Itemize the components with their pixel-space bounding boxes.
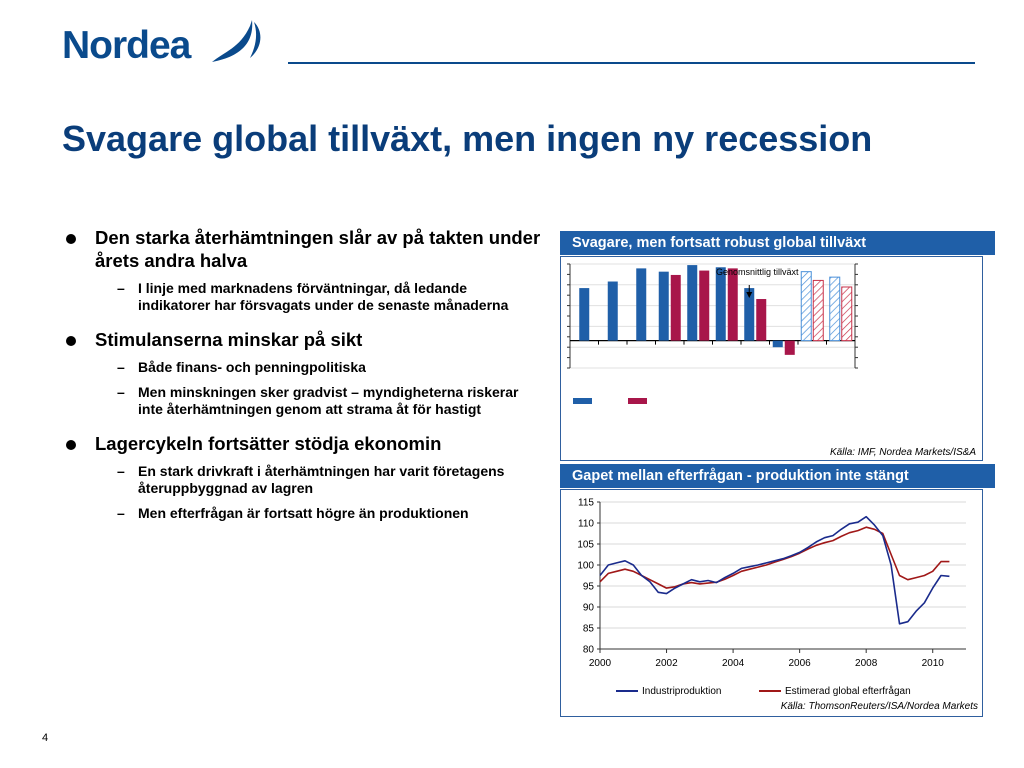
bar-chart-source: Källa: IMF, Nordea Markets/IS&A <box>830 447 976 458</box>
bullet-1 <box>62 226 542 272</box>
x-tick-label: 2010 <box>921 658 944 669</box>
bar-chart-panel <box>560 256 983 461</box>
sub-bullet-2-2 <box>62 384 542 418</box>
header-rule <box>288 62 975 64</box>
page-number: 4 <box>42 732 49 744</box>
sub-bullet-3-1 <box>62 463 542 497</box>
sub-bullet-text: Både finans- och penningpolitiska <box>138 359 366 375</box>
logo-wordmark: Nordea <box>62 24 191 67</box>
y-tick-label: 100 <box>577 560 594 572</box>
sub-bullet-text: En stark drivkraft i återhämtningen har varit företagens återuppbyggnad av lagren <box>138 463 505 496</box>
bar <box>636 268 646 340</box>
bar <box>671 275 681 341</box>
sail-logo-icon <box>210 18 266 64</box>
y-tick-label: 85 <box>582 623 594 635</box>
bullet-list <box>62 226 542 530</box>
slide-title: Svagare global tillväxt, men ingen ny recession <box>62 118 873 159</box>
bullet-2 <box>62 328 542 351</box>
bar <box>785 341 795 355</box>
y-tick-label: 115 <box>578 497 594 509</box>
bullet-dot-icon <box>66 440 76 450</box>
line-chart <box>561 490 982 716</box>
legend-label: Estimerad global efterfrågan <box>785 686 911 697</box>
y-tick-label: 90 <box>582 602 594 614</box>
bullet-dot-icon <box>66 234 76 244</box>
bullet-3 <box>62 432 542 455</box>
bar <box>842 287 852 341</box>
sub-bullet-1-1 <box>62 280 542 314</box>
y-tick-label: 95 <box>582 581 594 593</box>
line-chart-panel <box>560 489 983 717</box>
line-chart-source: Källa: ThomsonReuters/ISA/Nordea Markets <box>780 701 978 712</box>
bar <box>728 268 738 340</box>
bar <box>830 277 840 340</box>
bar <box>659 272 669 341</box>
dash-icon: – <box>117 463 125 479</box>
sub-bullet-text: Men efterfrågan är fortsatt högre än produktionen <box>138 505 469 521</box>
x-tick-label: 2002 <box>655 658 678 669</box>
y-tick-label: 110 <box>578 518 594 530</box>
bar <box>579 288 589 341</box>
x-tick-label: 2000 <box>588 658 612 669</box>
bullet-text: Den starka återhämtningen slår av på takten under årets andra halva <box>95 227 541 271</box>
bullet-text: Lagercykeln fortsätter stödja ekonomin <box>95 433 442 454</box>
dash-icon: – <box>117 359 125 375</box>
x-tick-label: 2004 <box>721 658 745 669</box>
nordea-logo <box>62 18 267 68</box>
legend-label: Industriproduktion <box>642 686 722 697</box>
dash-icon: – <box>117 280 125 296</box>
bar <box>716 267 726 340</box>
sub-bullet-text: I linje med marknadens förväntningar, då ledande indikatorer har försvagats under de senaste månaderna <box>138 280 509 313</box>
bar <box>608 282 618 341</box>
x-tick-label: 2006 <box>788 658 811 669</box>
bar-chart <box>561 257 982 460</box>
dash-icon: – <box>117 505 125 521</box>
bar <box>773 341 783 348</box>
bullet-text: Stimulanserna minskar på sikt <box>95 329 363 350</box>
series-line <box>600 527 949 588</box>
bar-chart-title: Svagare, men fortsatt robust global tillväxt <box>560 231 995 255</box>
line-chart-title: Gapet mellan efterfrågan - produktion inte stängt <box>560 464 995 488</box>
bar-legend-swatch <box>573 398 592 404</box>
bar <box>801 272 811 341</box>
bullet-dot-icon <box>66 336 76 346</box>
bar-legend-swatch <box>628 398 647 404</box>
y-tick-label: 105 <box>577 539 594 551</box>
bar <box>699 271 709 341</box>
bar <box>813 280 823 340</box>
dash-icon: – <box>117 384 125 400</box>
sub-bullet-text: Men minskningen sker gradvist – myndigheterna riskerar inte återhämtningen genom att strama åt för hastigt <box>138 384 519 417</box>
sub-bullet-3-2 <box>62 505 542 522</box>
average-growth-annotation: Genomsnittlig tillväxt <box>715 267 799 277</box>
bar <box>687 265 697 341</box>
bar <box>756 299 766 341</box>
y-tick-label: 80 <box>582 644 594 656</box>
x-tick-label: 2008 <box>855 658 878 669</box>
sub-bullet-2-1 <box>62 359 542 376</box>
